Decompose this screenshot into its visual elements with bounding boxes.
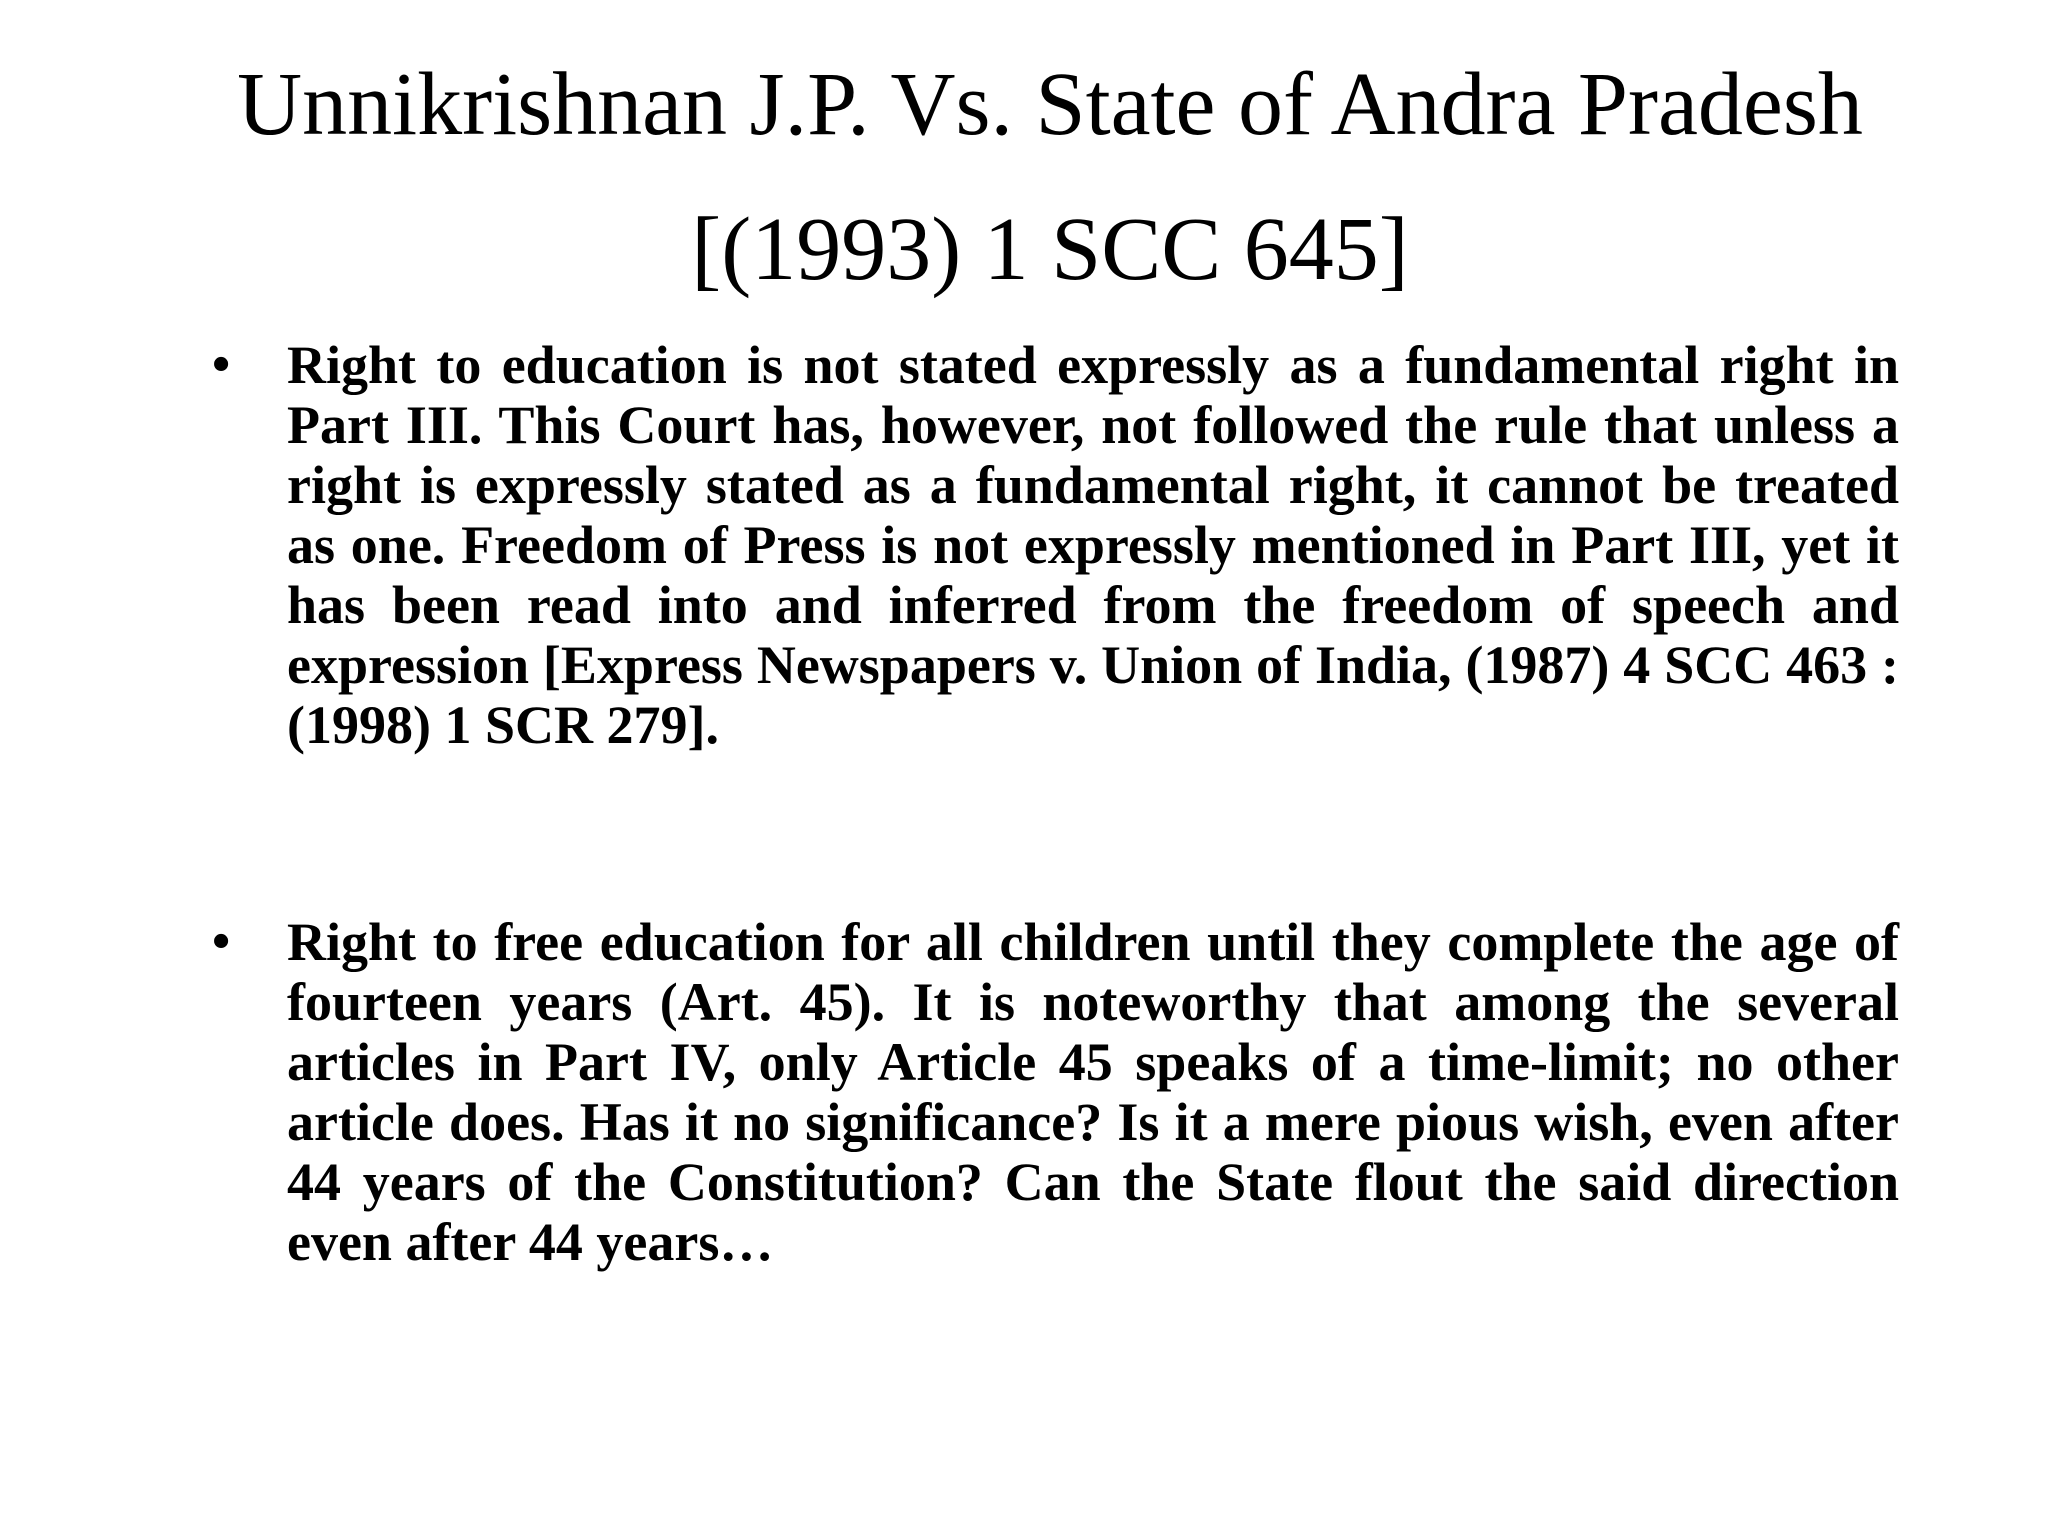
bullet-dot-icon: • xyxy=(212,336,231,393)
bullet-text: Right to education is not stated expressly as a fundamental right in Part III. This Court has, however, not followed the rule that unless a right is expressly stated as a fundamental right, it cannot be treated as one. Freedom of Press is not expressly mentioned in Part III, yet it has been read into and inferred from the freedom of speech and expression [Express Newspapers v. Union of India, (1987) 4 SCC 463 : (1998) 1 SCR 279]. xyxy=(287,335,1899,755)
slide-title-case-name: Unnikrishnan J.P. Vs. State of Andra Pradesh xyxy=(237,55,1863,154)
slide-title-citation: [(1993) 1 SCC 645] xyxy=(691,200,1409,299)
bullet-text: Right to free education for all children until they complete the age of fourteen years (Art. 45). It is noteworthy that among the several articles in Part IV, only Article 45 speaks of a time-limit; no other article does. Has it no significance? Is it a mere pious wish, even after 44 years of the Constitution? Can the State flout the said direction even after 44 years… xyxy=(287,912,1899,1272)
bullet-dot-icon: • xyxy=(212,913,231,970)
